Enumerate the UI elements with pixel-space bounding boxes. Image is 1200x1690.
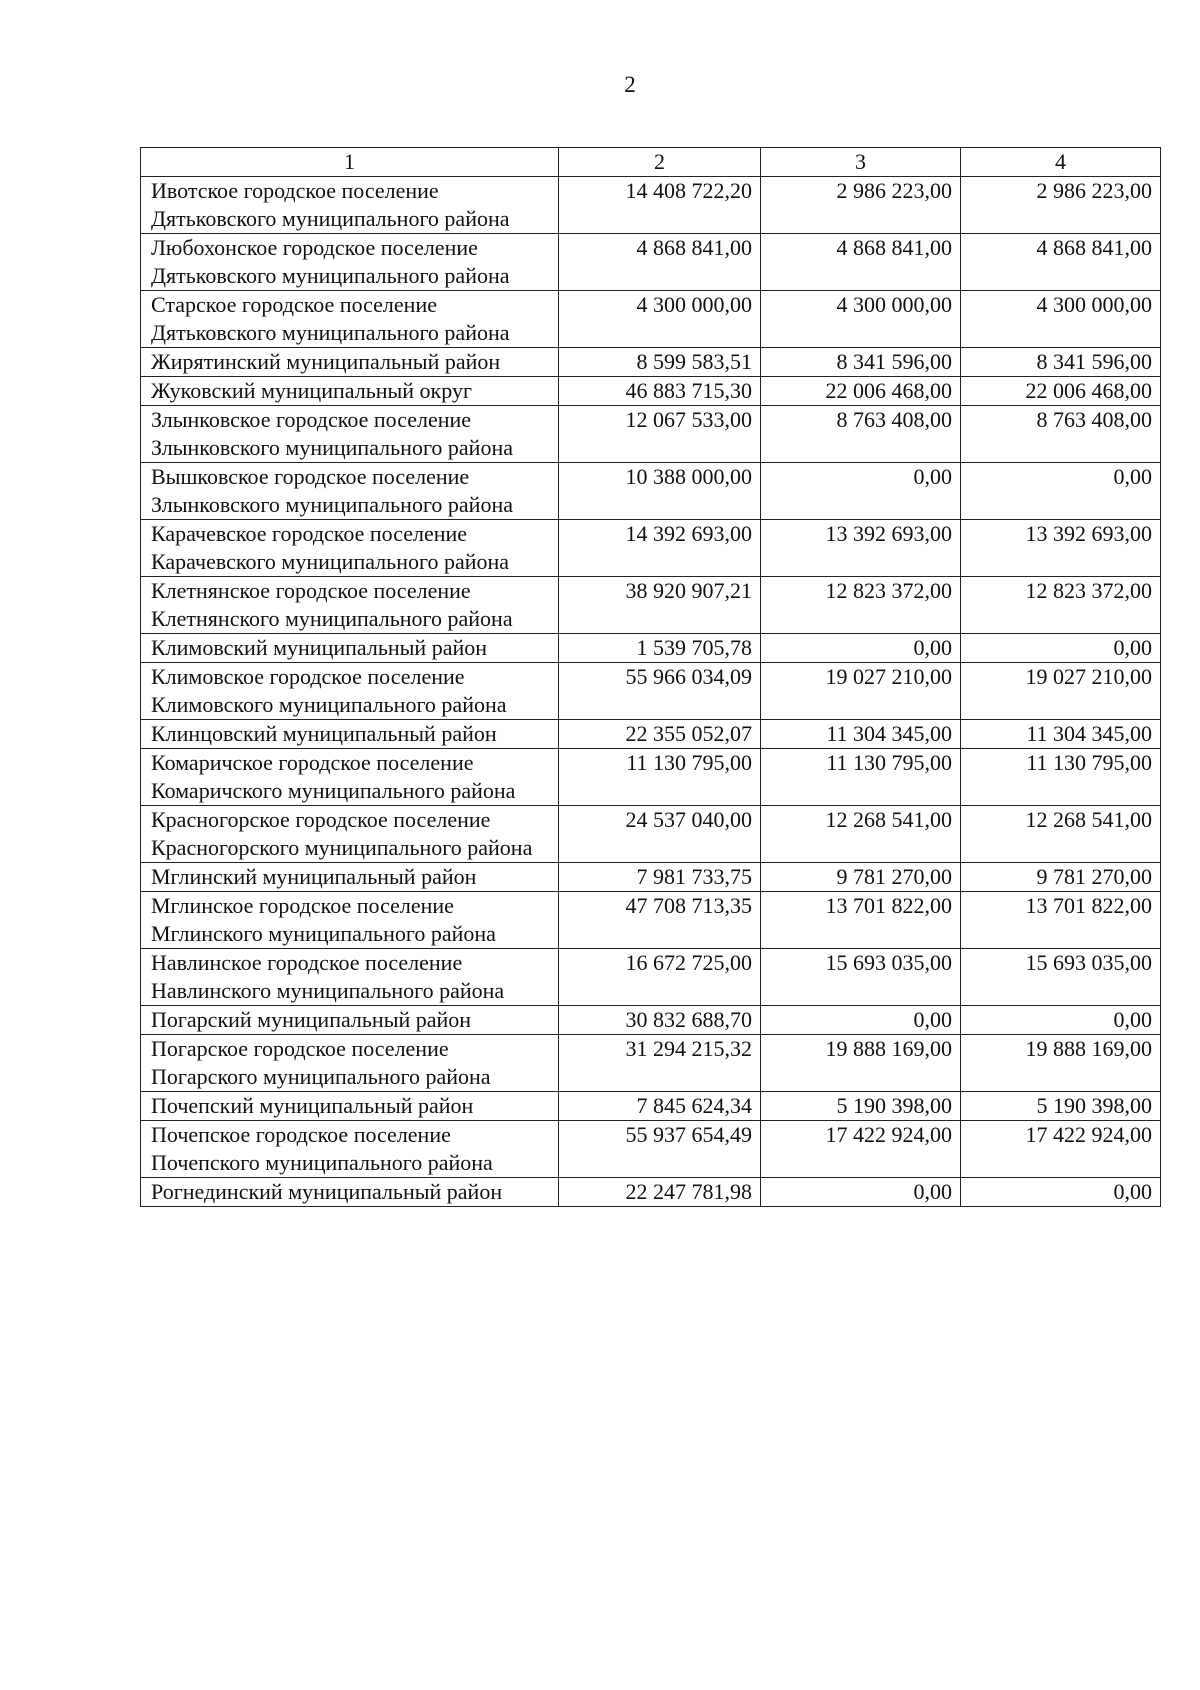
- column-3-value-cell: 2 986 223,00: [761, 177, 961, 234]
- municipality-name-cell: Жуковский муниципальный округ: [141, 377, 559, 406]
- column-2-value-cell: 38 920 907,21: [559, 577, 761, 634]
- municipality-name-cell: Комаричское городское поселение Комаричского муниципального района: [141, 749, 559, 806]
- column-3-value-cell: 4 300 000,00: [761, 291, 961, 348]
- table-row: [141, 234, 1161, 291]
- column-header-3: 3: [761, 148, 961, 177]
- column-2-value-cell: 4 868 841,00: [559, 234, 761, 291]
- column-3-value-cell: 13 392 693,00: [761, 520, 961, 577]
- column-3-value-cell: 5 190 398,00: [761, 1092, 961, 1121]
- column-4-value-cell: 19 027 210,00: [961, 663, 1161, 720]
- column-3-value-cell: 4 868 841,00: [761, 234, 961, 291]
- table-row: [141, 177, 1161, 234]
- column-2-value-cell: 55 966 034,09: [559, 663, 761, 720]
- column-4-value-cell: 0,00: [961, 634, 1161, 663]
- table-row: [141, 406, 1161, 463]
- column-3-value-cell: 0,00: [761, 463, 961, 520]
- column-header-2: 2: [559, 148, 761, 177]
- table-row: [141, 806, 1161, 863]
- column-2-value-cell: 31 294 215,32: [559, 1035, 761, 1092]
- table-row: [141, 1178, 1161, 1207]
- municipality-name-cell: Старское городское поселение Дятьковского муниципального района: [141, 291, 559, 348]
- municipality-name-cell: Любохонское городское поселение Дятьковского муниципального района: [141, 234, 559, 291]
- column-4-value-cell: 5 190 398,00: [961, 1092, 1161, 1121]
- column-header-1: 1: [141, 148, 559, 177]
- table-row: [141, 949, 1161, 1006]
- column-4-value-cell: 8 763 408,00: [961, 406, 1161, 463]
- table-row: [141, 348, 1161, 377]
- table-row: [141, 1121, 1161, 1178]
- municipality-name-cell: Жирятинский муниципальный район: [141, 348, 559, 377]
- column-2-value-cell: 30 832 688,70: [559, 1006, 761, 1035]
- table-header-row: [141, 148, 1161, 177]
- municipality-name-cell: Почепский муниципальный район: [141, 1092, 559, 1121]
- column-2-value-cell: 7 845 624,34: [559, 1092, 761, 1121]
- table-row: [141, 863, 1161, 892]
- column-4-value-cell: 0,00: [961, 1178, 1161, 1207]
- municipality-name-cell: Климовское городское поселение Климовского муниципального района: [141, 663, 559, 720]
- table-row: [141, 663, 1161, 720]
- column-4-value-cell: 12 823 372,00: [961, 577, 1161, 634]
- municipality-name-cell: Клетнянское городское поселение Клетнянского муниципального района: [141, 577, 559, 634]
- column-2-value-cell: 46 883 715,30: [559, 377, 761, 406]
- table-row: [141, 749, 1161, 806]
- table-row: [141, 577, 1161, 634]
- budget-table: [140, 147, 1161, 1207]
- column-3-value-cell: 0,00: [761, 1178, 961, 1207]
- column-3-value-cell: 15 693 035,00: [761, 949, 961, 1006]
- column-4-value-cell: 13 392 693,00: [961, 520, 1161, 577]
- column-4-value-cell: 9 781 270,00: [961, 863, 1161, 892]
- page-number: 2: [624, 72, 636, 97]
- table-row: [141, 1006, 1161, 1035]
- municipality-name-cell: Мглинский муниципальный район: [141, 863, 559, 892]
- municipality-name-cell: Клинцовский муниципальный район: [141, 720, 559, 749]
- table-row: [141, 720, 1161, 749]
- table-row: [141, 634, 1161, 663]
- column-2-value-cell: 47 708 713,35: [559, 892, 761, 949]
- column-3-value-cell: 11 304 345,00: [761, 720, 961, 749]
- column-4-value-cell: 19 888 169,00: [961, 1035, 1161, 1092]
- column-2-value-cell: 7 981 733,75: [559, 863, 761, 892]
- municipality-name-cell: Погарское городское поселение Погарского муниципального района: [141, 1035, 559, 1092]
- municipality-name-cell: Злынковское городское поселение Злынковского муниципального района: [141, 406, 559, 463]
- column-3-value-cell: 8 341 596,00: [761, 348, 961, 377]
- column-3-value-cell: 9 781 270,00: [761, 863, 961, 892]
- column-4-value-cell: 17 422 924,00: [961, 1121, 1161, 1178]
- column-3-value-cell: 0,00: [761, 634, 961, 663]
- column-4-value-cell: 0,00: [961, 463, 1161, 520]
- column-4-value-cell: 13 701 822,00: [961, 892, 1161, 949]
- table-row: [141, 1092, 1161, 1121]
- column-4-value-cell: 4 868 841,00: [961, 234, 1161, 291]
- column-2-value-cell: 24 537 040,00: [559, 806, 761, 863]
- column-header-4: 4: [961, 148, 1161, 177]
- column-2-value-cell: 55 937 654,49: [559, 1121, 761, 1178]
- column-3-value-cell: 13 701 822,00: [761, 892, 961, 949]
- column-2-value-cell: 22 247 781,98: [559, 1178, 761, 1207]
- column-3-value-cell: 17 422 924,00: [761, 1121, 961, 1178]
- column-3-value-cell: 12 268 541,00: [761, 806, 961, 863]
- municipality-name-cell: Мглинское городское поселение Мглинского муниципального района: [141, 892, 559, 949]
- column-3-value-cell: 12 823 372,00: [761, 577, 961, 634]
- column-3-value-cell: 22 006 468,00: [761, 377, 961, 406]
- column-4-value-cell: 12 268 541,00: [961, 806, 1161, 863]
- table-row: [141, 463, 1161, 520]
- column-2-value-cell: 12 067 533,00: [559, 406, 761, 463]
- municipality-name-cell: Навлинское городское поселение Навлинского муниципального района: [141, 949, 559, 1006]
- column-3-value-cell: 8 763 408,00: [761, 406, 961, 463]
- municipality-name-cell: Климовский муниципальный район: [141, 634, 559, 663]
- table-row: [141, 1035, 1161, 1092]
- municipality-name-cell: Вышковское городское поселение Злынковского муниципального района: [141, 463, 559, 520]
- column-3-value-cell: 19 888 169,00: [761, 1035, 961, 1092]
- column-4-value-cell: 4 300 000,00: [961, 291, 1161, 348]
- column-4-value-cell: 22 006 468,00: [961, 377, 1161, 406]
- column-2-value-cell: 11 130 795,00: [559, 749, 761, 806]
- municipality-name-cell: Рогнединский муниципальный район: [141, 1178, 559, 1207]
- column-2-value-cell: 1 539 705,78: [559, 634, 761, 663]
- column-4-value-cell: 15 693 035,00: [961, 949, 1161, 1006]
- table-row: [141, 291, 1161, 348]
- column-2-value-cell: 4 300 000,00: [559, 291, 761, 348]
- column-3-value-cell: 0,00: [761, 1006, 961, 1035]
- table-row: [141, 377, 1161, 406]
- table-body: [141, 177, 1161, 1207]
- column-4-value-cell: 2 986 223,00: [961, 177, 1161, 234]
- column-2-value-cell: 16 672 725,00: [559, 949, 761, 1006]
- municipality-name-cell: Погарский муниципальный район: [141, 1006, 559, 1035]
- column-4-value-cell: 8 341 596,00: [961, 348, 1161, 377]
- column-3-value-cell: 19 027 210,00: [761, 663, 961, 720]
- column-4-value-cell: 11 304 345,00: [961, 720, 1161, 749]
- municipality-name-cell: Карачевское городское поселение Карачевского муниципального района: [141, 520, 559, 577]
- municipality-name-cell: Красногорское городское поселение Красногорского муниципального района: [141, 806, 559, 863]
- column-4-value-cell: 11 130 795,00: [961, 749, 1161, 806]
- column-2-value-cell: 22 355 052,07: [559, 720, 761, 749]
- column-2-value-cell: 14 408 722,20: [559, 177, 761, 234]
- column-2-value-cell: 8 599 583,51: [559, 348, 761, 377]
- column-3-value-cell: 11 130 795,00: [761, 749, 961, 806]
- column-2-value-cell: 10 388 000,00: [559, 463, 761, 520]
- municipality-name-cell: Ивотское городское поселение Дятьковского муниципального района: [141, 177, 559, 234]
- municipality-name-cell: Почепское городское поселение Почепского муниципального района: [141, 1121, 559, 1178]
- column-2-value-cell: 14 392 693,00: [559, 520, 761, 577]
- column-4-value-cell: 0,00: [961, 1006, 1161, 1035]
- table-row: [141, 520, 1161, 577]
- table-row: [141, 892, 1161, 949]
